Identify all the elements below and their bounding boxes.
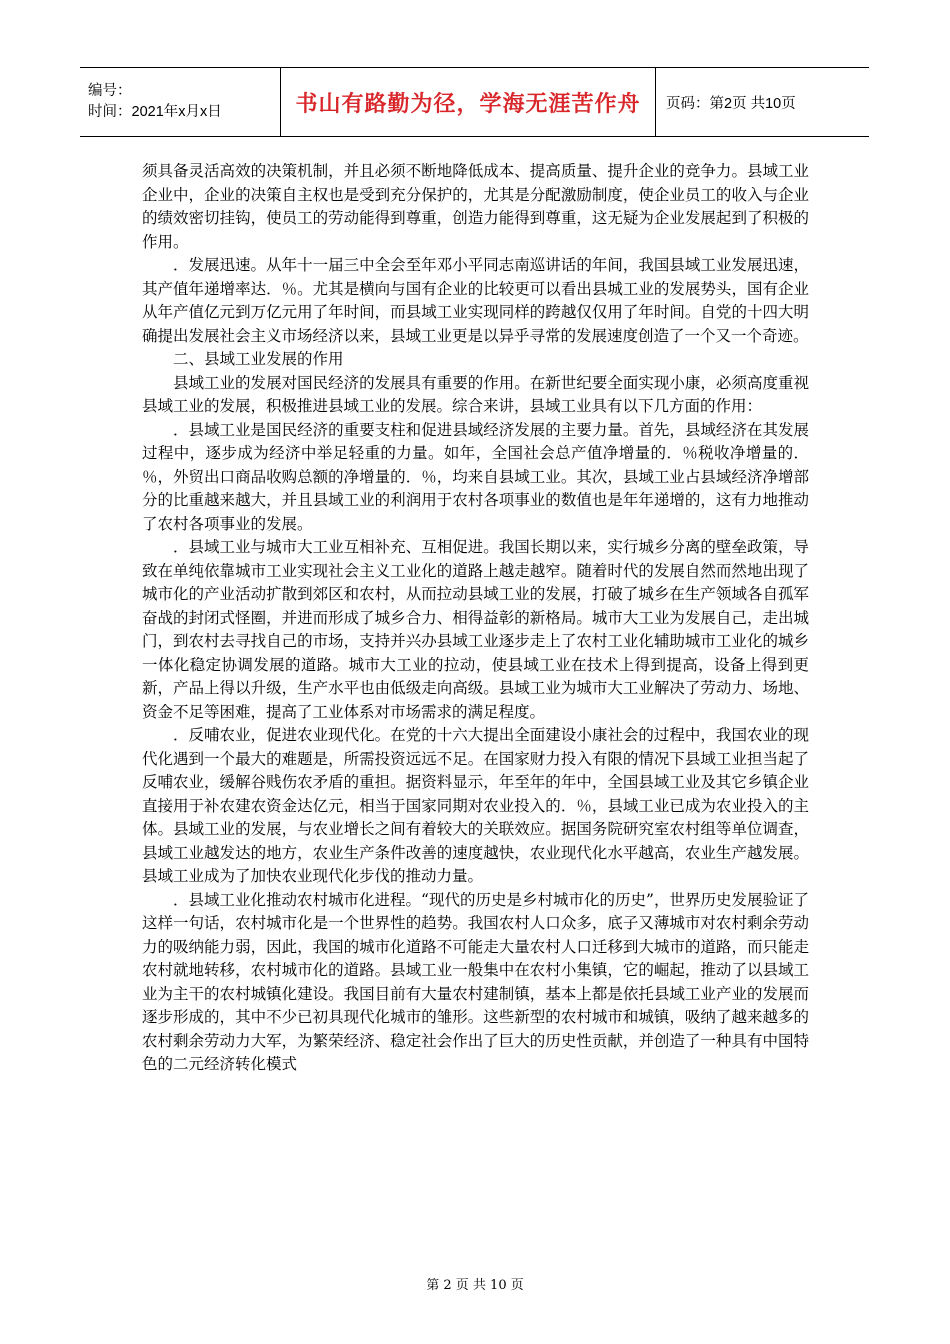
- page-footer: 第 2 页 共 10 页: [426, 1278, 524, 1293]
- body-paragraph: 须具备灵活高效的决策机制，并且必须不断地降低成本、提高质量、提升企业的竞争力。县域工业企业中，企业的决策自主权也是受到充分保护的，尤其是分配激励制度，使企业员工的收入与企业的绩效密切挂钩，使员工的劳动能得到尊重，创造力能得到尊重，这无疑为企业发展起到了积极的作用。: [142, 162, 809, 251]
- body-paragraph: 二、县域工业发展的作用: [173, 350, 344, 368]
- body-paragraph: ．县域工业与城市大工业互相补充、互相促进。我国长期以来，实行城乡分离的壁垒政策，导致在单纯依靠城市工业实现社会主义工业化的道路上越走越窄。随着时代的发展自然而然地出现了城市化的产业活动扩散到郊区和农村，从而拉动县域工业的发展，打破了城乡在生产领域各自孤军奋战的封闭式怪圈，并进而形成了城乡合力、相得益彰的新格局。城市大工业为发展自己，走出城门，到农村去寻找自己的市场，支持并兴办县域工业逐步走上了农村工业化辅助城市工业化的城乡一体化稳定协调发展的道路。城市大工业的拉动，使县域工业在技术上得到提高，设备上得到更新，产品上得以升级，生产水平也由低级走向高级。县域工业为城市大工业解决了劳动力、场地、资金不足等困难，提高了工业体系对市场需求的满足程度。: [142, 538, 809, 721]
- document-code-label: 编号：: [88, 83, 132, 99]
- body-paragraph: ．发展迅速。从年十一届三中全会至年邓小平同志南巡讲话的年间，我国县域工业发展迅速，其产值年递增率达．％。尤其是横向与国有企业的比较更可以看出县城工业的发展势头，国有企业从年产值亿元到万亿元用了年时间，而县域工业实现同样的跨越仅仅用了年时间。自党的十四大明确提出发展社会主义市场经济以来，县域工业更是以异乎寻常的发展速度创造了一个又一个奇迹。: [142, 256, 809, 345]
- document-date: 时间：2021年x月x日: [88, 104, 222, 120]
- body-paragraph: ．县域工业是国民经济的重要支柱和促进县域经济发展的主要力量。首先，县域经济在其发展过程中，逐步成为经济中举足轻重的力量。如年，全国社会总产值净增量的．％税收净增量的．％，外贸出口商品收购总额的净增量的．％，均来自县域工业。其次，县域工业占县域经济净增部分的比重越来越大，并且县域工业的利润用于农村各项事业的数值也是年年递增的，这有力地推动了农村各项事业的发展。: [142, 420, 809, 533]
- header-motto: 书山有路勤为径，学海无涯苦作舟: [281, 68, 656, 136]
- page-header: [80, 67, 869, 137]
- header-page-info: 页码：第2页 共10页: [666, 95, 796, 112]
- body-paragraph: ．反哺农业，促进农业现代化。在党的十六大提出全面建设小康社会的过程中，我国农业的现代化遇到一个最大的难题是，所需投资远远不足。在国家财力投入有限的情况下县域工业担当起了反哺农业，缓解谷贱伤农矛盾的重担。据资料显示，年至年的年中，全国县域工业及其它乡镇企业直接用于补农建农资金达亿元，相当于国家同期对农业投入的．％，县域工业已成为农业投入的主体。县域工业的发展，与农业增长之间有着较大的关联效应。据国务院研究室农村组等单位调查，县域工业越发达的地方，农业生产条件改善的速度越快，农业现代化水平越高，农业生产越发展。县域工业成为了加快农业现代化步伐的推动力量。: [142, 726, 809, 885]
- header-meta: [80, 68, 281, 136]
- body-paragraph: ．县域工业化推动农村城市化进程。“现代的历史是乡村城市化的历史”，世界历史发展验证了这样一句话，农村城市化是一个世界性的趋势。我国农村人口众多，底子又薄城市对农村剩余劳动力的吸纳能力弱，因此，我国的城市化道路不可能走大量农村人口迁移到大城市的道路，而只能走农村就地转移，农村城市化的道路。县域工业一般集中在农村小集镇，它的崛起，推动了以县域工业为主干的农村城镇化建设。我国目前有大量农村建制镇，基本上都是依托县域工业产业的发展而逐步形成的，其中不少已初具现代化城市的雏形。这些新型的农村城市和城镇，吸纳了越来越多的农村剩余劳动力大军，为繁荣经济、稳定社会作出了巨大的历史性贡献，并创造了一种具有中国特色的二元经济转化模式: [142, 890, 809, 1073]
- body-paragraph: 县域工业的发展对国民经济的发展具有重要的作用。在新世纪要全面实现小康，必须高度重视县域工业的发展，积极推进县域工业的发展。综合来讲，县域工业具有以下几方面的作用：: [142, 373, 809, 415]
- document-body: [142, 160, 809, 1077]
